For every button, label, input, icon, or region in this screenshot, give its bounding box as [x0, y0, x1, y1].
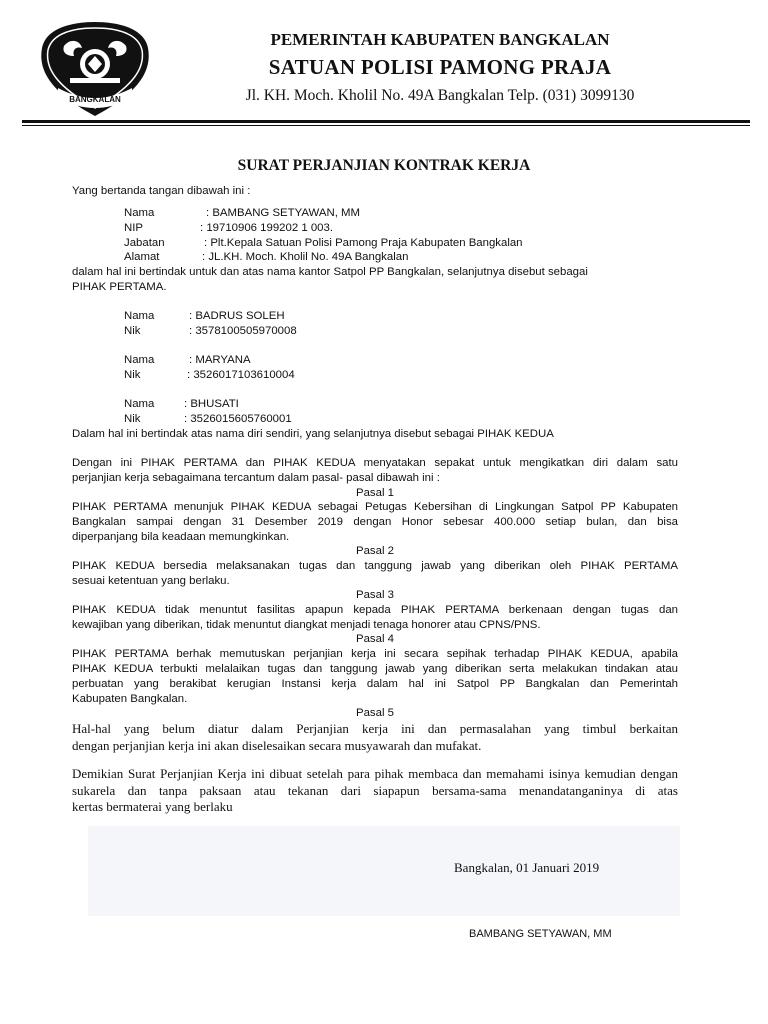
- second-party-2-name: : MARYANA: [189, 354, 251, 366]
- pasal-3-line: PIHAK KEDUA tidak menuntut fasilitas apapun kepada PIHAK PERTAMA berkenaan dengan tugas dan: [72, 604, 678, 616]
- first-party-value-name: : BAMBANG SETYAWAN, MM: [206, 207, 360, 219]
- closing-paragraph: [72, 766, 678, 816]
- pasal-2-body: [72, 559, 678, 589]
- second-party-1-name: : BADRUS SOLEH: [189, 310, 285, 322]
- pasal-3-body: [72, 603, 678, 633]
- first-party-label-nip: NIP: [124, 222, 143, 234]
- pasal-1-heading: Pasal 1: [356, 487, 394, 499]
- second-party-2-name-label: Nama: [124, 354, 155, 366]
- pasal-4-line: perbuatan yang berakibat kerugian Instansi kerja dalam hal ini Satpol PP Bangkalan dan Pemerintah: [72, 678, 678, 690]
- pasal-4-heading: Pasal 4: [356, 633, 394, 645]
- agreement-paragraph: [72, 456, 678, 486]
- first-party-value-address: : JL.KH. Moch. Kholil No. 49A Bangkalan: [202, 251, 409, 263]
- first-party-value-nip: : 19710906 199202 1 003.: [200, 222, 334, 234]
- pasal-5-line: dengan perjanjian kerja ini akan diselesaikan secara musyawarah dan mufakat.: [72, 737, 482, 753]
- header-address: Jl. KH. Moch. Kholil No. 49A Bangkalan Telp. (031) 3099130: [245, 87, 635, 104]
- intro-text: Yang bertanda tangan dibawah ini :: [72, 185, 251, 197]
- closing-line: kertas bermaterai yang berlaku: [72, 799, 233, 814]
- second-party-3-nik: : 3526015605760001: [184, 413, 292, 425]
- pasal-4-line: PIHAK KEDUA terbukti melalaikan tugas dan tanggung jawab yang diberikan serta melakukan tindakan atau: [72, 663, 678, 675]
- header-divider-thin: [22, 125, 750, 126]
- signer-name: BAMBANG SETYAWAN, MM: [469, 928, 612, 940]
- pasal-4-body: [72, 647, 678, 707]
- second-party-2-nik-label: Nik: [124, 369, 141, 381]
- closing-line: sukarela dan tanpa paksaan atau tekanan dari siapapun bersama-sama menandatanganinya di atas: [72, 782, 678, 798]
- first-party-statement-line2: PIHAK PERTAMA.: [72, 281, 167, 293]
- header-government-name: PEMERINTAH KABUPATEN BANGKALAN: [270, 30, 610, 49]
- pasal-2-heading: Pasal 2: [356, 545, 394, 557]
- pasal-1-line: Bangkalan sampai dengan 31 Desember 2019 dengan Honor sebesar 400.000 setiap bulan, dan bisa: [72, 516, 678, 528]
- second-party-2-nik: : 3526017103610004: [187, 369, 295, 381]
- second-party-1-name-label: Nama: [124, 310, 155, 322]
- pasal-3-line: kewajiban yang diberikan, tidak menuntut diangkat menjadi tenaga honorer atau CPNS/PNS.: [72, 619, 541, 631]
- pasal-4-line: Kabupaten Bangkalan.: [72, 693, 188, 705]
- second-party-1-nik-label: Nik: [124, 325, 141, 337]
- second-party-3-name: : BHUSATI: [184, 398, 239, 410]
- pasal-2-line: sesuai ketentuan yang berlaku.: [72, 575, 230, 587]
- pasal-5-body: [72, 721, 678, 754]
- seal-text: BANGKALAN: [69, 95, 121, 104]
- first-party-label-position: Jabatan: [124, 237, 165, 249]
- pasal-1-body: [72, 500, 678, 545]
- pasal-4-line: PIHAK PERTAMA berhak memutuskan perjanjian kerja ini secara sepihak terhadap PIHAK KEDUA, apabila: [72, 648, 678, 660]
- first-party-label-name: Nama: [124, 207, 155, 219]
- pasal-1-line: diperpanjang bila keadaan memungkinkan.: [72, 531, 290, 543]
- second-party-3-name-label: Nama: [124, 398, 155, 410]
- header-agency-name: SATUAN POLISI PAMONG PRAJA: [268, 55, 612, 79]
- document-title: SURAT PERJANJIAN KONTRAK KERJA: [237, 157, 531, 174]
- second-party-3-nik-label: Nik: [124, 413, 141, 425]
- first-party-label-address: Alamat: [124, 251, 160, 263]
- first-party-statement-line1: dalam hal ini bertindak untuk dan atas nama kantor Satpol PP Bangkalan, selanjutnya disebut sebagai: [72, 266, 588, 278]
- signature-place-date: Bangkalan, 01 Januari 2019: [454, 860, 600, 875]
- first-party-value-position: : Plt.Kepala Satuan Polisi Pamong Praja Kabupaten Bangkalan: [204, 237, 523, 249]
- closing-line: Demikian Surat Perjanjian Kerja ini dibuat setelah para pihak membaca dan memahami isinya kemudian dengan: [72, 766, 678, 781]
- agreement-line: perjanjian kerja sebagaimana tercantum dalam pasal- pasal dibawah ini :: [72, 472, 440, 484]
- pasal-2-line: PIHAK KEDUA bersedia melaksanakan tugas dan tanggung jawab yang diberikan oleh PIHAK PERTAMA: [72, 560, 678, 572]
- pasal-1-line: PIHAK PERTAMA menunjuk PIHAK KEDUA sebagai Petugas Kebersihan di Lingkungan Satpol PP Kabupaten: [72, 501, 678, 513]
- agreement-line: Dengan ini PIHAK PERTAMA dan PIHAK KEDUA menyatakan sepakat untuk mengikatkan diri dalam satu: [72, 457, 678, 469]
- header-divider-thick: [22, 120, 750, 123]
- second-party-1-nik: : 3578100505970008: [189, 325, 297, 337]
- pasal-3-heading: Pasal 3: [356, 589, 394, 601]
- second-party-statement: Dalam hal ini bertindak atas nama diri sendiri, yang selanjutnya disebut sebagai PIHAK KEDUA: [72, 428, 554, 440]
- pasal-5-heading: Pasal 5: [356, 707, 394, 719]
- pasal-5-line: Hal-hal yang belum diatur dalam Perjanjian kerja ini dan permasalahan yang timbul berkaitan: [72, 721, 678, 736]
